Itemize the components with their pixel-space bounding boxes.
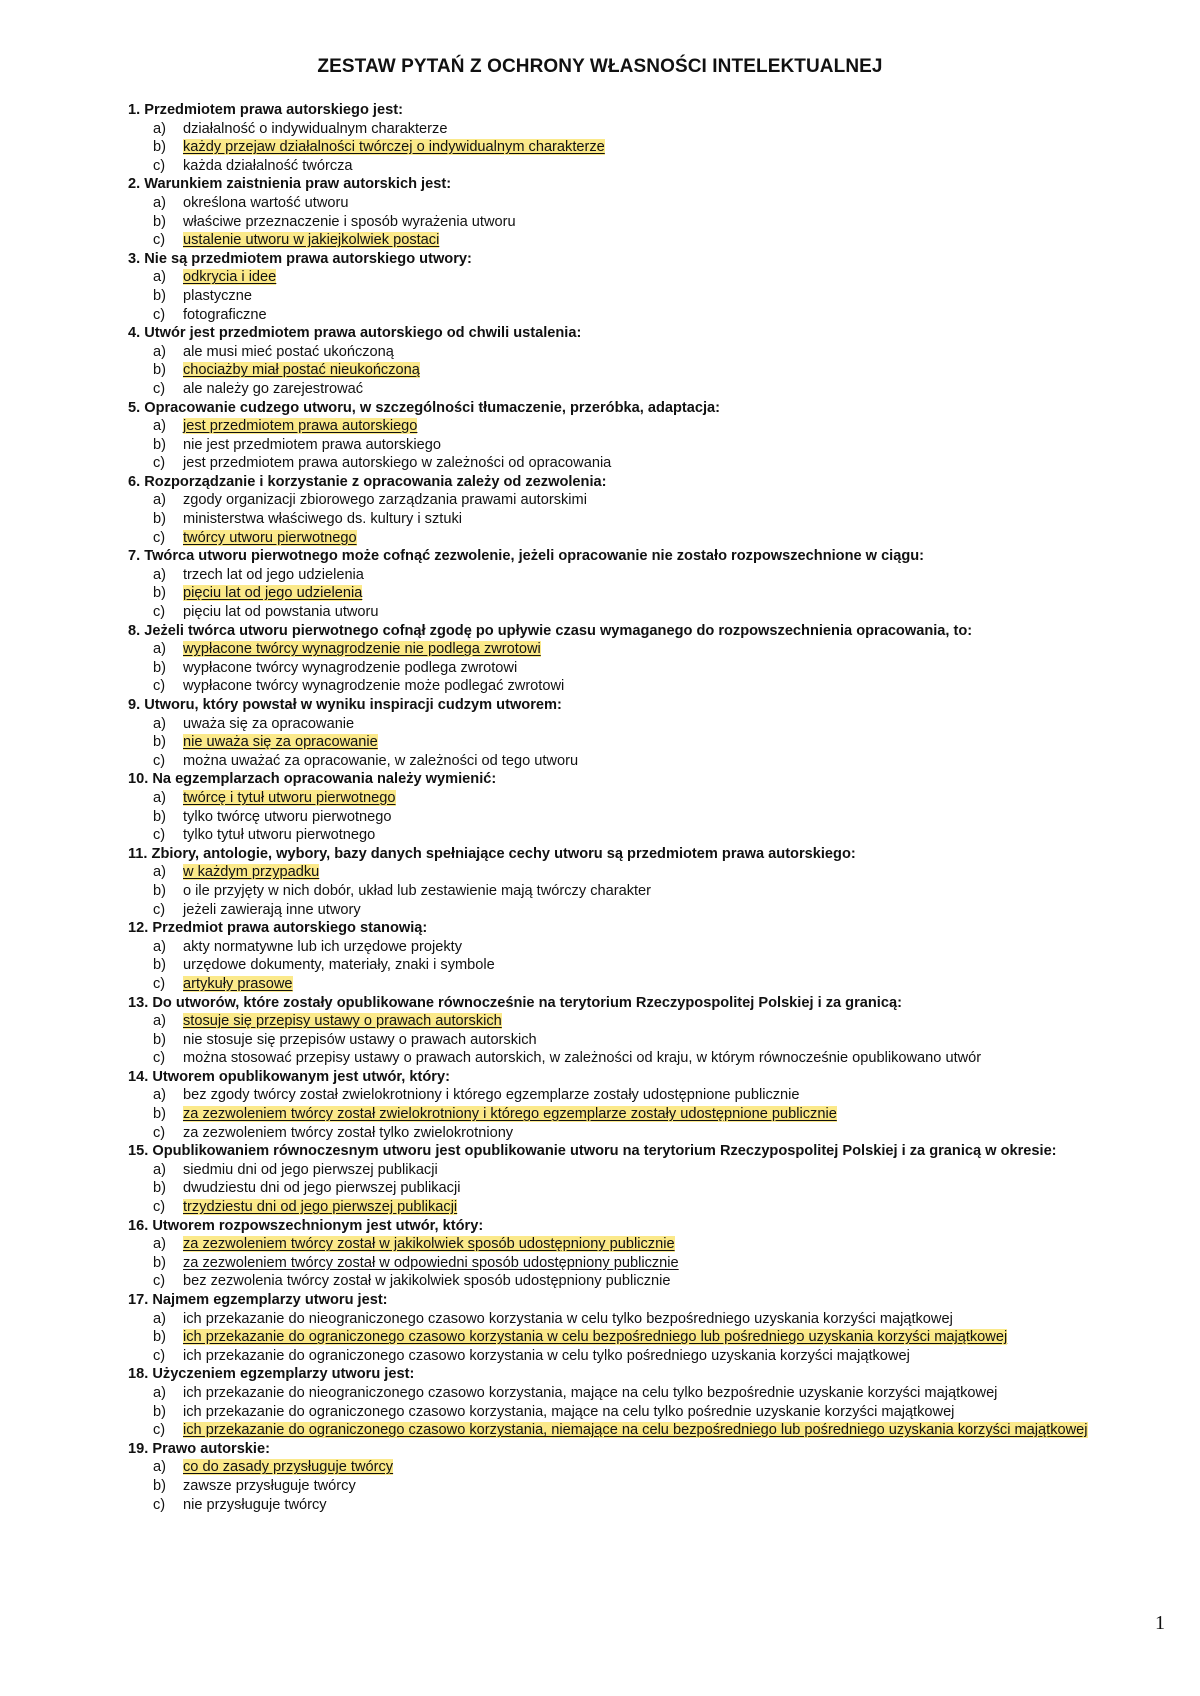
answer-option-correct [128, 733, 1178, 752]
question-text: Użyczeniem egzemplarzy utworu jest: [152, 1366, 415, 1383]
question-number: 2. [128, 176, 141, 193]
answer-option-correct [128, 863, 1178, 882]
question [128, 919, 1178, 938]
answer-option [128, 901, 1178, 920]
answer-text: fotograficzne [183, 306, 267, 323]
highlighted-answer-text: artykuły prasowe [183, 975, 293, 992]
answer-letter: b) [153, 1180, 166, 1197]
highlighted-answer-text: twórcę i tytuł utworu pierwotnego [183, 789, 396, 806]
answer-option [128, 306, 1178, 325]
answer-option [128, 1031, 1178, 1050]
answer-option [128, 659, 1178, 678]
answer-option [128, 826, 1178, 845]
question-text: Utworem rozpowszechnionym jest utwór, który: [152, 1217, 484, 1234]
answer-text: każda działalność twórcza [183, 157, 353, 174]
question-block [128, 250, 1178, 324]
answer-option [128, 1496, 1178, 1515]
answer-option [128, 677, 1178, 696]
question-number: 11. [128, 845, 148, 862]
answer-option-correct [128, 138, 1178, 157]
question-text: Zbiory, antologie, wybory, bazy danych spełniające cechy utworu są przedmiotem prawa autorskiego: [151, 845, 856, 862]
question-text: Na egzemplarzach opracowania należy wymienić: [152, 771, 497, 788]
answer-text: siedmiu dni od jego pierwszej publikacji [183, 1161, 438, 1178]
answer-letter: a) [153, 418, 166, 435]
answer-text: tylko tytuł utworu pierwotnego [183, 827, 376, 844]
answer-letter: a) [153, 715, 166, 732]
answer-text: wypłacone twórcy wynagrodzenie podlega zwrotowi [183, 659, 518, 676]
answer-letter: a) [153, 641, 166, 658]
answer-text: pięciu lat od powstania utworu [183, 604, 379, 621]
answer-letter: c) [153, 380, 166, 397]
question-block [128, 696, 1178, 770]
answer-text: ich przekazanie do nieograniczonego czasowo korzystania w celu tylko bezpośredniego uzyskania korzyści majątkowej [183, 1310, 953, 1327]
highlighted-answer-text: ich przekazanie do ograniczonego czasowo korzystania, niemające na celu bezpośredniego lub pośredniego uzyskania korzyści majątkowej [183, 1422, 1088, 1439]
answer-letter: a) [153, 566, 166, 583]
answer-letter: c) [153, 306, 166, 323]
answer-letter: b) [153, 436, 166, 453]
answer-option-correct [128, 1198, 1178, 1217]
answer-option [128, 1049, 1178, 1068]
answer-text: zawsze przysługuje twórcy [183, 1477, 356, 1494]
question [128, 399, 1178, 418]
question [128, 175, 1178, 194]
answer-text: urzędowe dokumenty, materiały, znaki i symbole [183, 957, 495, 974]
question-block [128, 1217, 1178, 1291]
answer-option-correct [128, 1105, 1178, 1124]
question [128, 770, 1178, 789]
question-block [128, 101, 1178, 175]
question [128, 994, 1178, 1013]
question-number: 4. [128, 325, 141, 342]
highlighted-answer-text: odkrycia i idee [183, 269, 277, 286]
question-block [128, 324, 1178, 398]
question-text: Przedmiotem prawa autorskiego jest: [144, 102, 403, 118]
answer-option-correct [128, 1012, 1178, 1031]
answer-text: ich przekazanie do ograniczonego czasowo korzystania w celu tylko pośredniego uzyskania korzyści majątkowej [183, 1347, 910, 1364]
highlighted-answer-text: ich przekazanie do ograniczonego czasowo korzystania w celu bezpośredniego lub pośredniego uzyskania korzyści majątkowej [183, 1329, 1008, 1346]
question-number: 10. [128, 771, 149, 788]
question-text: Prawo autorskie: [152, 1440, 270, 1457]
highlighted-answer-text: ustalenie utworu w jakiejkolwiek postaci [183, 232, 440, 249]
answer-letter: a) [153, 789, 166, 806]
highlighted-answer-text: trzydziestu dni od jego pierwszej publikacji [183, 1199, 458, 1216]
question-text: Opracowanie cudzego utworu, w szczególności tłumaczenie, przeróbka, adaptacja: [144, 399, 721, 416]
answer-text: można uważać za opracowanie, w zależności od tego utworu [183, 752, 579, 769]
answer-option [128, 491, 1178, 510]
answer-text: nie przysługuje twórcy [183, 1496, 327, 1513]
question-number: 17. [128, 1292, 149, 1308]
answer-letter: a) [153, 1087, 166, 1104]
answer-text: za zezwoleniem twórcy został w odpowiedni sposób udostępniony publicznie [183, 1254, 679, 1271]
answer-letter: c) [153, 752, 166, 769]
answer-option [128, 938, 1178, 957]
question-text: Przedmiot prawa autorskiego stanowią: [152, 920, 428, 937]
answer-letter: b) [153, 808, 166, 825]
highlighted-answer-text: pięciu lat od jego udzielenia [183, 585, 363, 602]
answer-text: jeżeli zawierają inne utwory [183, 901, 361, 918]
question-number: 12. [128, 920, 149, 937]
question-block [128, 919, 1178, 993]
highlighted-answer-text: stosuje się przepisy ustawy o prawach autorskich [183, 1013, 502, 1030]
answer-option [128, 1403, 1178, 1422]
answer-letter: b) [153, 511, 166, 528]
answer-option [128, 808, 1178, 827]
question [128, 473, 1178, 492]
question-number: 3. [128, 250, 141, 267]
answer-option-correct [128, 1458, 1178, 1477]
answer-text: zgody organizacji zbiorowego zarządzania prawami autorskimi [183, 492, 587, 509]
answer-option [128, 715, 1178, 734]
answer-text: trzech lat od jego udzielenia [183, 566, 364, 583]
answer-option [128, 510, 1178, 529]
answer-letter: c) [153, 975, 166, 992]
answer-letter: b) [153, 362, 166, 379]
answer-letter: b) [153, 1403, 166, 1420]
answer-option [128, 213, 1178, 232]
answer-option-correct [128, 1328, 1178, 1347]
answer-letter: b) [153, 213, 166, 230]
answer-option-correct [128, 529, 1178, 548]
answer-letter: b) [153, 734, 166, 751]
question-number: 5. [128, 399, 141, 416]
highlighted-answer-text: chociażby miał postać nieukończoną [183, 362, 420, 379]
answer-text: plastyczne [183, 287, 252, 304]
question-text: Opublikowaniem równoczesnym utworu jest opublikowanie utworu na terytorium Rzeczypospolitej Polskiej i za granicą w okresie: [152, 1143, 1057, 1160]
answer-letter: a) [153, 343, 166, 360]
answer-option [128, 454, 1178, 473]
question [128, 622, 1178, 641]
question-block [128, 845, 1178, 919]
answer-option-correct [128, 584, 1178, 603]
question-block [128, 622, 1178, 696]
page-number: 1 [1155, 1612, 1165, 1634]
answer-text: uważa się za opracowanie [183, 715, 355, 732]
answer-option [128, 157, 1178, 176]
answer-letter: c) [153, 678, 166, 695]
answer-text: o ile przyjęty w nich dobór, układ lub zestawienie mają twórczy charakter [183, 882, 652, 899]
question-text: Nie są przedmiotem prawa autorskiego utwory: [144, 250, 472, 267]
answer-letter: c) [153, 529, 166, 546]
highlighted-answer-text: nie uważa się za opracowanie [183, 734, 378, 751]
answer-option [128, 120, 1178, 139]
answer-letter: a) [153, 1013, 166, 1030]
question [128, 1142, 1178, 1161]
answer-letter: b) [153, 1477, 166, 1494]
answer-option-correct [128, 1235, 1178, 1254]
highlighted-answer-text: twórcy utworu pierwotnego [183, 529, 357, 546]
answer-text: działalność o indywidualnym charakterze [183, 120, 448, 137]
answer-letter: a) [153, 1236, 166, 1253]
answer-letter: c) [153, 1199, 166, 1216]
question-text: Utworem opublikowanym jest utwór, który: [152, 1068, 450, 1085]
answer-letter: c) [153, 1273, 166, 1290]
answer-option [128, 956, 1178, 975]
answer-text: nie jest przedmiotem prawa autorskiego [183, 436, 441, 453]
answer-letter: a) [153, 269, 166, 286]
question-number: 6. [128, 473, 141, 490]
answer-option-correct [128, 361, 1178, 380]
highlighted-answer-text: w każdym przypadku [183, 864, 320, 881]
question-number: 15. [128, 1143, 149, 1160]
answer-letter: c) [153, 232, 166, 249]
question-number: 8. [128, 622, 141, 639]
answer-letter: c) [153, 1050, 166, 1067]
question [128, 1217, 1178, 1236]
answer-text: akty normatywne lub ich urzędowe projekty [183, 938, 463, 955]
answer-letter: a) [153, 492, 166, 509]
question-block [128, 1440, 1178, 1514]
question-number: 1. [128, 102, 141, 118]
answer-letter: a) [153, 938, 166, 955]
answer-letter: c) [153, 157, 166, 174]
question-list [128, 101, 1178, 1514]
question [128, 250, 1178, 269]
answer-letter: b) [153, 659, 166, 676]
answer-option [128, 1124, 1178, 1143]
answer-option [128, 882, 1178, 901]
answer-option [128, 603, 1178, 622]
answer-text: ale musi mieć postać ukończoną [183, 343, 394, 360]
question [128, 547, 1178, 566]
question [128, 1068, 1178, 1087]
question-block [128, 770, 1178, 844]
answer-text: można stosować przepisy ustawy o prawach autorskich, w zależności od kraju, w którym równocześnie opublikowano utwór [183, 1050, 982, 1067]
question-block [128, 1365, 1178, 1439]
question-number: 7. [128, 548, 141, 565]
question-text: Rozporządzanie i korzystanie z opracowania zależy od zezwolenia: [144, 473, 607, 490]
question [128, 845, 1178, 864]
answer-text: za zezwoleniem twórcy został tylko zwielokrotniony [183, 1124, 514, 1141]
highlighted-answer-text: za zezwoleniem twórcy został w jakikolwiek sposób udostępniony publicznie [183, 1236, 675, 1253]
question-block [128, 1068, 1178, 1142]
question-text: Warunkiem zaistnienia praw autorskich jest: [144, 176, 452, 193]
answer-option [128, 343, 1178, 362]
answer-option [128, 1161, 1178, 1180]
question [128, 1440, 1178, 1459]
question-text: Do utworów, które zostały opublikowane równocześnie na terytorium Rzeczypospolitej Polskiej i za granicą: [152, 994, 902, 1011]
answer-option [128, 436, 1178, 455]
question-block [128, 994, 1178, 1068]
answer-option-correct [128, 417, 1178, 436]
answer-text: ich przekazanie do nieograniczonego czasowo korzystania, mające na celu tylko bezpośrednie uzyskanie korzyści majątkowej [183, 1384, 998, 1401]
question-block [128, 547, 1178, 621]
answer-letter: c) [153, 1496, 166, 1513]
highlighted-answer-text: za zezwoleniem twórcy został zwielokrotniony i którego egzemplarze zostały udostępnione publicznie [183, 1106, 837, 1123]
question [128, 1291, 1178, 1310]
answer-letter: c) [153, 1347, 166, 1364]
highlighted-answer-text: jest przedmiotem prawa autorskiego [183, 418, 418, 435]
answer-option [128, 1384, 1178, 1403]
answer-letter: b) [153, 1106, 166, 1123]
answer-letter: c) [153, 455, 166, 472]
answer-text: dwudziestu dni od jego pierwszej publikacji [183, 1180, 461, 1197]
answer-option [128, 287, 1178, 306]
question [128, 324, 1178, 343]
answer-option [128, 1347, 1178, 1366]
answer-letter: b) [153, 1329, 166, 1346]
answer-option-correct [128, 640, 1178, 659]
answer-option-correct [128, 789, 1178, 808]
answer-text: jest przedmiotem prawa autorskiego w zależności od opracowania [183, 455, 612, 472]
answer-letter: b) [153, 882, 166, 899]
answer-letter: b) [153, 1031, 166, 1048]
answer-text: właściwe przeznaczenie i sposób wyrażenia utworu [183, 213, 516, 230]
answer-letter: b) [153, 1254, 166, 1271]
question [128, 101, 1178, 120]
question-text: Utworu, który powstał w wyniku inspiracji cudzym utworem: [144, 697, 562, 713]
answer-text: bez zgody twórcy został zwielokrotniony i którego egzemplarze zostały udostępnione publicznie [183, 1087, 800, 1104]
question-text: Najmem egzemplarzy utworu jest: [152, 1292, 388, 1308]
document-title: ZESTAW PYTAŃ Z OCHRONY WŁASNOŚCI INTELEKTUALNEJ [317, 56, 883, 77]
answer-letter: a) [153, 1161, 166, 1178]
answer-letter: a) [153, 1310, 166, 1327]
question-block [128, 1142, 1178, 1216]
answer-letter: b) [153, 957, 166, 974]
question-block [128, 1291, 1178, 1365]
question [128, 696, 1178, 715]
question-number: 19. [128, 1440, 149, 1457]
answer-text: wypłacone twórcy wynagrodzenie może podlegać zwrotowi [183, 678, 565, 695]
answer-option [128, 752, 1178, 771]
question-block [128, 473, 1178, 547]
answer-option [128, 1272, 1178, 1291]
answer-option [128, 566, 1178, 585]
question-text: Twórca utworu pierwotnego może cofnąć zezwolenie, jeżeli opracowanie nie zostało rozpowszechnione w ciągu: [144, 548, 925, 565]
answer-text: ale należy go zarejestrować [183, 380, 364, 397]
answer-letter: b) [153, 139, 166, 156]
highlighted-answer-text: co do zasady przysługuje twórcy [183, 1459, 394, 1476]
highlighted-answer-text: wypłacone twórcy wynagrodzenie nie podlega zwrotowi [183, 641, 541, 658]
answer-text: bez zezwolenia twórcy został w jakikolwiek sposób udostępniony publicznie [183, 1273, 671, 1290]
answer-option [128, 1254, 1178, 1273]
answer-text: nie stosuje się przepisów ustawy o prawach autorskich [183, 1031, 537, 1048]
question-number: 9. [128, 697, 141, 713]
answer-letter: b) [153, 585, 166, 602]
answer-letter: a) [153, 120, 166, 137]
answer-letter: c) [153, 901, 166, 918]
answer-option-correct [128, 975, 1178, 994]
answer-option [128, 1477, 1178, 1496]
highlighted-answer-text: każdy przejaw działalności twórczej o indywidualnym charakterze [183, 139, 605, 156]
question-block [128, 175, 1178, 249]
answer-letter: a) [153, 1384, 166, 1401]
answer-text: tylko twórcę utworu pierwotnego [183, 808, 392, 825]
answer-option [128, 1179, 1178, 1198]
question-number: 18. [128, 1366, 149, 1383]
answer-option [128, 194, 1178, 213]
answer-option [128, 1310, 1178, 1329]
question-text: Utwór jest przedmiotem prawa autorskiego od chwili ustalenia: [144, 325, 582, 342]
answer-letter: a) [153, 1459, 166, 1476]
answer-letter: c) [153, 604, 166, 621]
answer-letter: a) [153, 864, 166, 881]
answer-text: ich przekazanie do ograniczonego czasowo korzystania, mające na celu tylko pośrednie uzyskanie korzyści majątkowej [183, 1403, 955, 1420]
question [128, 1365, 1178, 1384]
answer-option [128, 1086, 1178, 1105]
question-number: 16. [128, 1217, 149, 1234]
answer-letter: a) [153, 194, 166, 211]
question-block [128, 399, 1178, 473]
answer-letter: c) [153, 1422, 166, 1439]
answer-option-correct [128, 1421, 1178, 1440]
question-number: 14. [128, 1068, 149, 1085]
answer-text: ministerstwa właściwego ds. kultury i sztuki [183, 511, 462, 528]
answer-option-correct [128, 268, 1178, 287]
answer-letter: c) [153, 1124, 166, 1141]
answer-text: określona wartość utworu [183, 194, 349, 211]
question-text: Jeżeli twórca utworu pierwotnego cofnął zgodę po upływie czasu wymaganego do rozpowszechnienia opracowania, to: [144, 622, 973, 639]
answer-option-correct [128, 231, 1178, 250]
question-number: 13. [128, 994, 149, 1011]
answer-letter: c) [153, 827, 166, 844]
answer-option [128, 380, 1178, 399]
answer-letter: b) [153, 287, 166, 304]
